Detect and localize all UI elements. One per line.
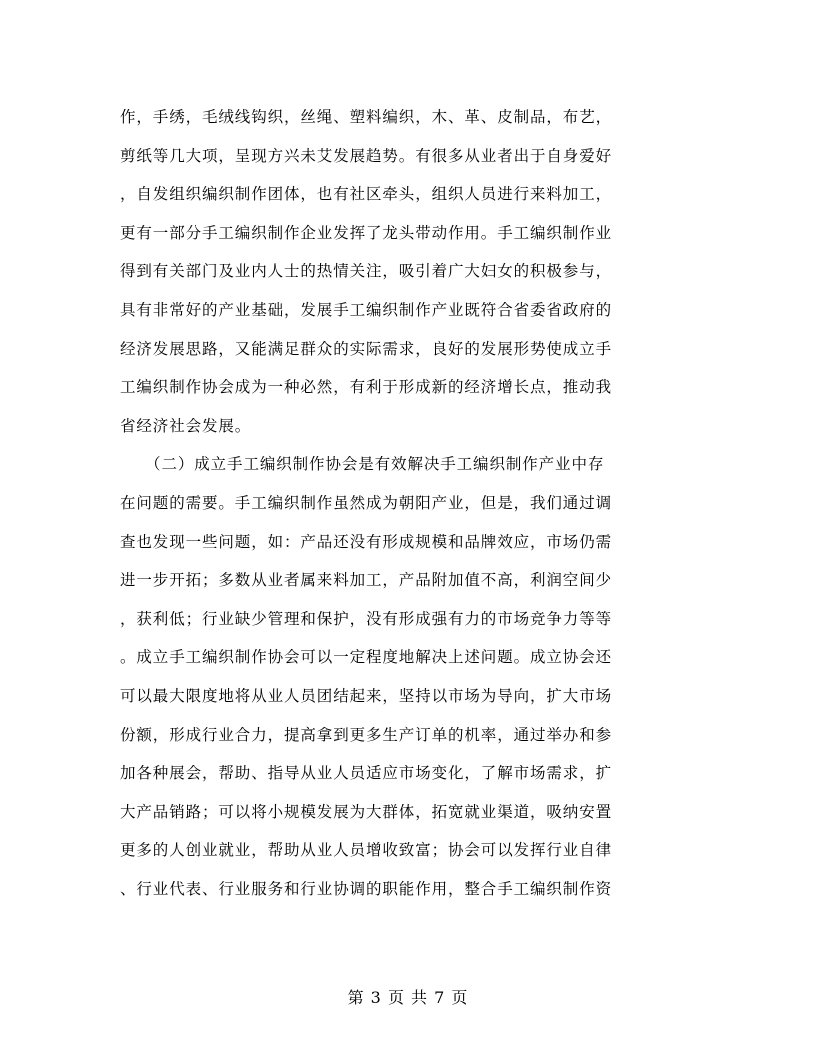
text-line: 工编织制作协会成为一种必然，有利于形成新的经济增长点，推动我 bbox=[120, 378, 613, 397]
text-line: 经济发展思路，又能满足群众的实际需求，良好的发展形势使成立手 bbox=[120, 339, 613, 358]
text-line: ，获利低；行业缺少管理和保护，没有形成强有力的市场竞争力等等 bbox=[120, 609, 613, 628]
text-line: 查也发现一些问题，如：产品还没有形成规模和品牌效应，市场仍需 bbox=[120, 532, 613, 551]
text-line: 。成立手工编织制作协会可以一定程度地解决上述问题。成立协会还 bbox=[120, 648, 613, 667]
text-line: 具有非常好的产业基础，发展手工编织制作产业既符合省委省政府的 bbox=[120, 300, 613, 319]
text-line: 大产品销路；可以将小规模发展为大群体，拓宽就业渠道，吸纳安置 bbox=[120, 802, 613, 821]
text-line: 在问题的需要。手工编织制作虽然成为朝阳产业，但是，我们通过调 bbox=[120, 493, 613, 512]
text-line: 更多的人创业就业，帮助从业人员增收致富；协会可以发挥行业自律 bbox=[120, 841, 613, 860]
text-line: 剪纸等几大项，呈现方兴未艾发展趋势。有很多从业者出于自身爱好 bbox=[120, 146, 613, 165]
text-line: 省经济社会发展。 bbox=[120, 416, 252, 435]
text-line: （二）成立手工编织制作协会是有效解决手工编织制作产业中存 bbox=[120, 455, 605, 474]
text-line: 、行业代表、行业服务和行业协调的职能作用，整合手工编织制作资 bbox=[120, 879, 613, 898]
text-line: 加各种展会，帮助、指导从业人员适应市场变化，了解市场需求，扩 bbox=[120, 764, 613, 783]
text-line: 得到有关部门及业内人士的热情关注，吸引着广大妇女的积极参与， bbox=[120, 262, 613, 281]
text-line: 进一步开拓；多数从业者属来料加工，产品附加值不高，利润空间少 bbox=[120, 571, 613, 590]
body-text bbox=[120, 98, 700, 908]
text-line: 作，手绣，毛绒线钩织，丝绳、塑料编织，木、革、皮制品，布艺， bbox=[120, 108, 613, 126]
page-number-footer: 第 3 页 共 7 页 bbox=[347, 988, 469, 1007]
text-line: 份额，形成行业合力，提高拿到更多生产订单的机率，通过举办和参 bbox=[120, 725, 613, 744]
text-line: 更有一部分手工编织制作企业发挥了龙头带动作用。手工编织制作业 bbox=[120, 223, 613, 242]
text-line: 可以最大限度地将从业人员团结起来，坚持以市场为导向，扩大市场 bbox=[120, 686, 613, 705]
text-line: ，自发组织编织制作团体，也有社区牵头，组织人员进行来料加工， bbox=[120, 185, 613, 204]
